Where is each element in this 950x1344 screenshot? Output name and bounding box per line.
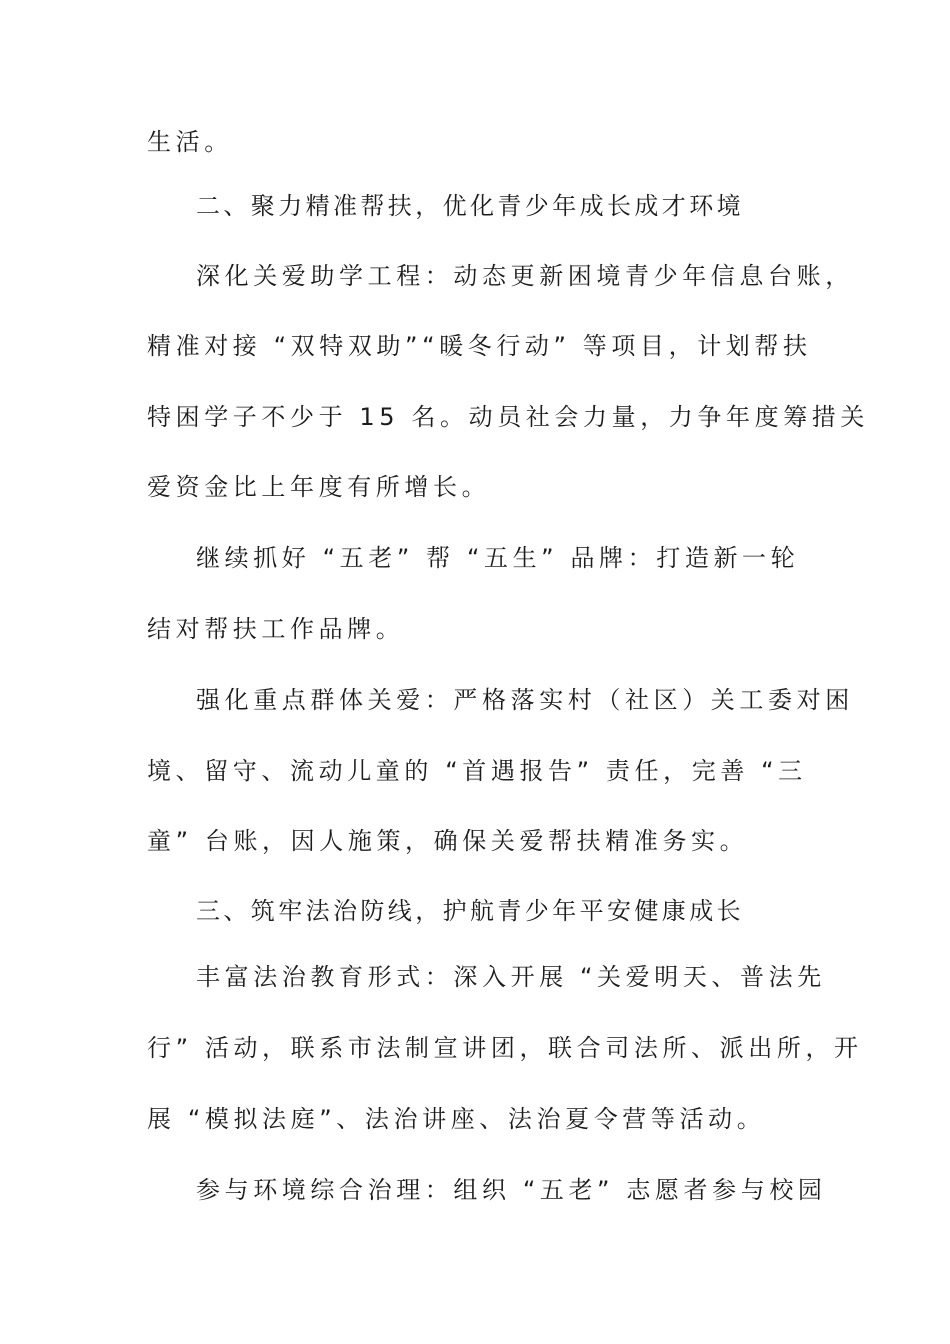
- body-text-line: 精准对接 “双特双助”“暖冬行动” 等项目，计划帮扶: [147, 332, 812, 360]
- body-text-line: 生活。: [147, 128, 233, 156]
- body-text-line: 结对帮扶工作品牌。: [147, 615, 405, 643]
- paragraph-first-line: 参与环境综合治理：组织 “五老” 志愿者参与校园: [196, 1176, 827, 1204]
- paragraph-first-line: 深化关爱助学工程：动态更新困境青少年信息台账，: [196, 262, 854, 290]
- paragraph-first-line: 丰富法治教育形式：深入开展 “关爱明天、普法先: [196, 963, 826, 991]
- body-text-line: 特困学子不少于 15 名。动员社会力量，力争年度筹措关: [147, 403, 869, 431]
- body-text-line: 境、留守、流动儿童的 “首遇报告” 责任，完善 “三: [147, 757, 807, 785]
- paragraph-first-line: 强化重点群体关爱：严格落实村（社区）关工委对困: [196, 686, 854, 714]
- body-text-line: 爱资金比上年度有所增长。: [147, 473, 491, 501]
- section-heading-3: 三、筑牢法治防线，护航青少年平安健康成长: [196, 897, 744, 925]
- paragraph-first-line: 继续抓好 “五老” 帮 “五生” 品牌：打造新一轮: [196, 544, 800, 572]
- body-text-line: 童” 台账，因人施策，确保关爱帮扶精准务实。: [147, 827, 749, 855]
- section-heading-2: 二、聚力精准帮扶，优化青少年成长成才环境: [196, 192, 744, 220]
- body-text-line: 行” 活动，联系市法制宣讲团，联合司法所、派出所，开: [147, 1034, 863, 1062]
- body-text-line: 展 “模拟法庭”、法治讲座、法治夏令营等活动。: [147, 1105, 766, 1133]
